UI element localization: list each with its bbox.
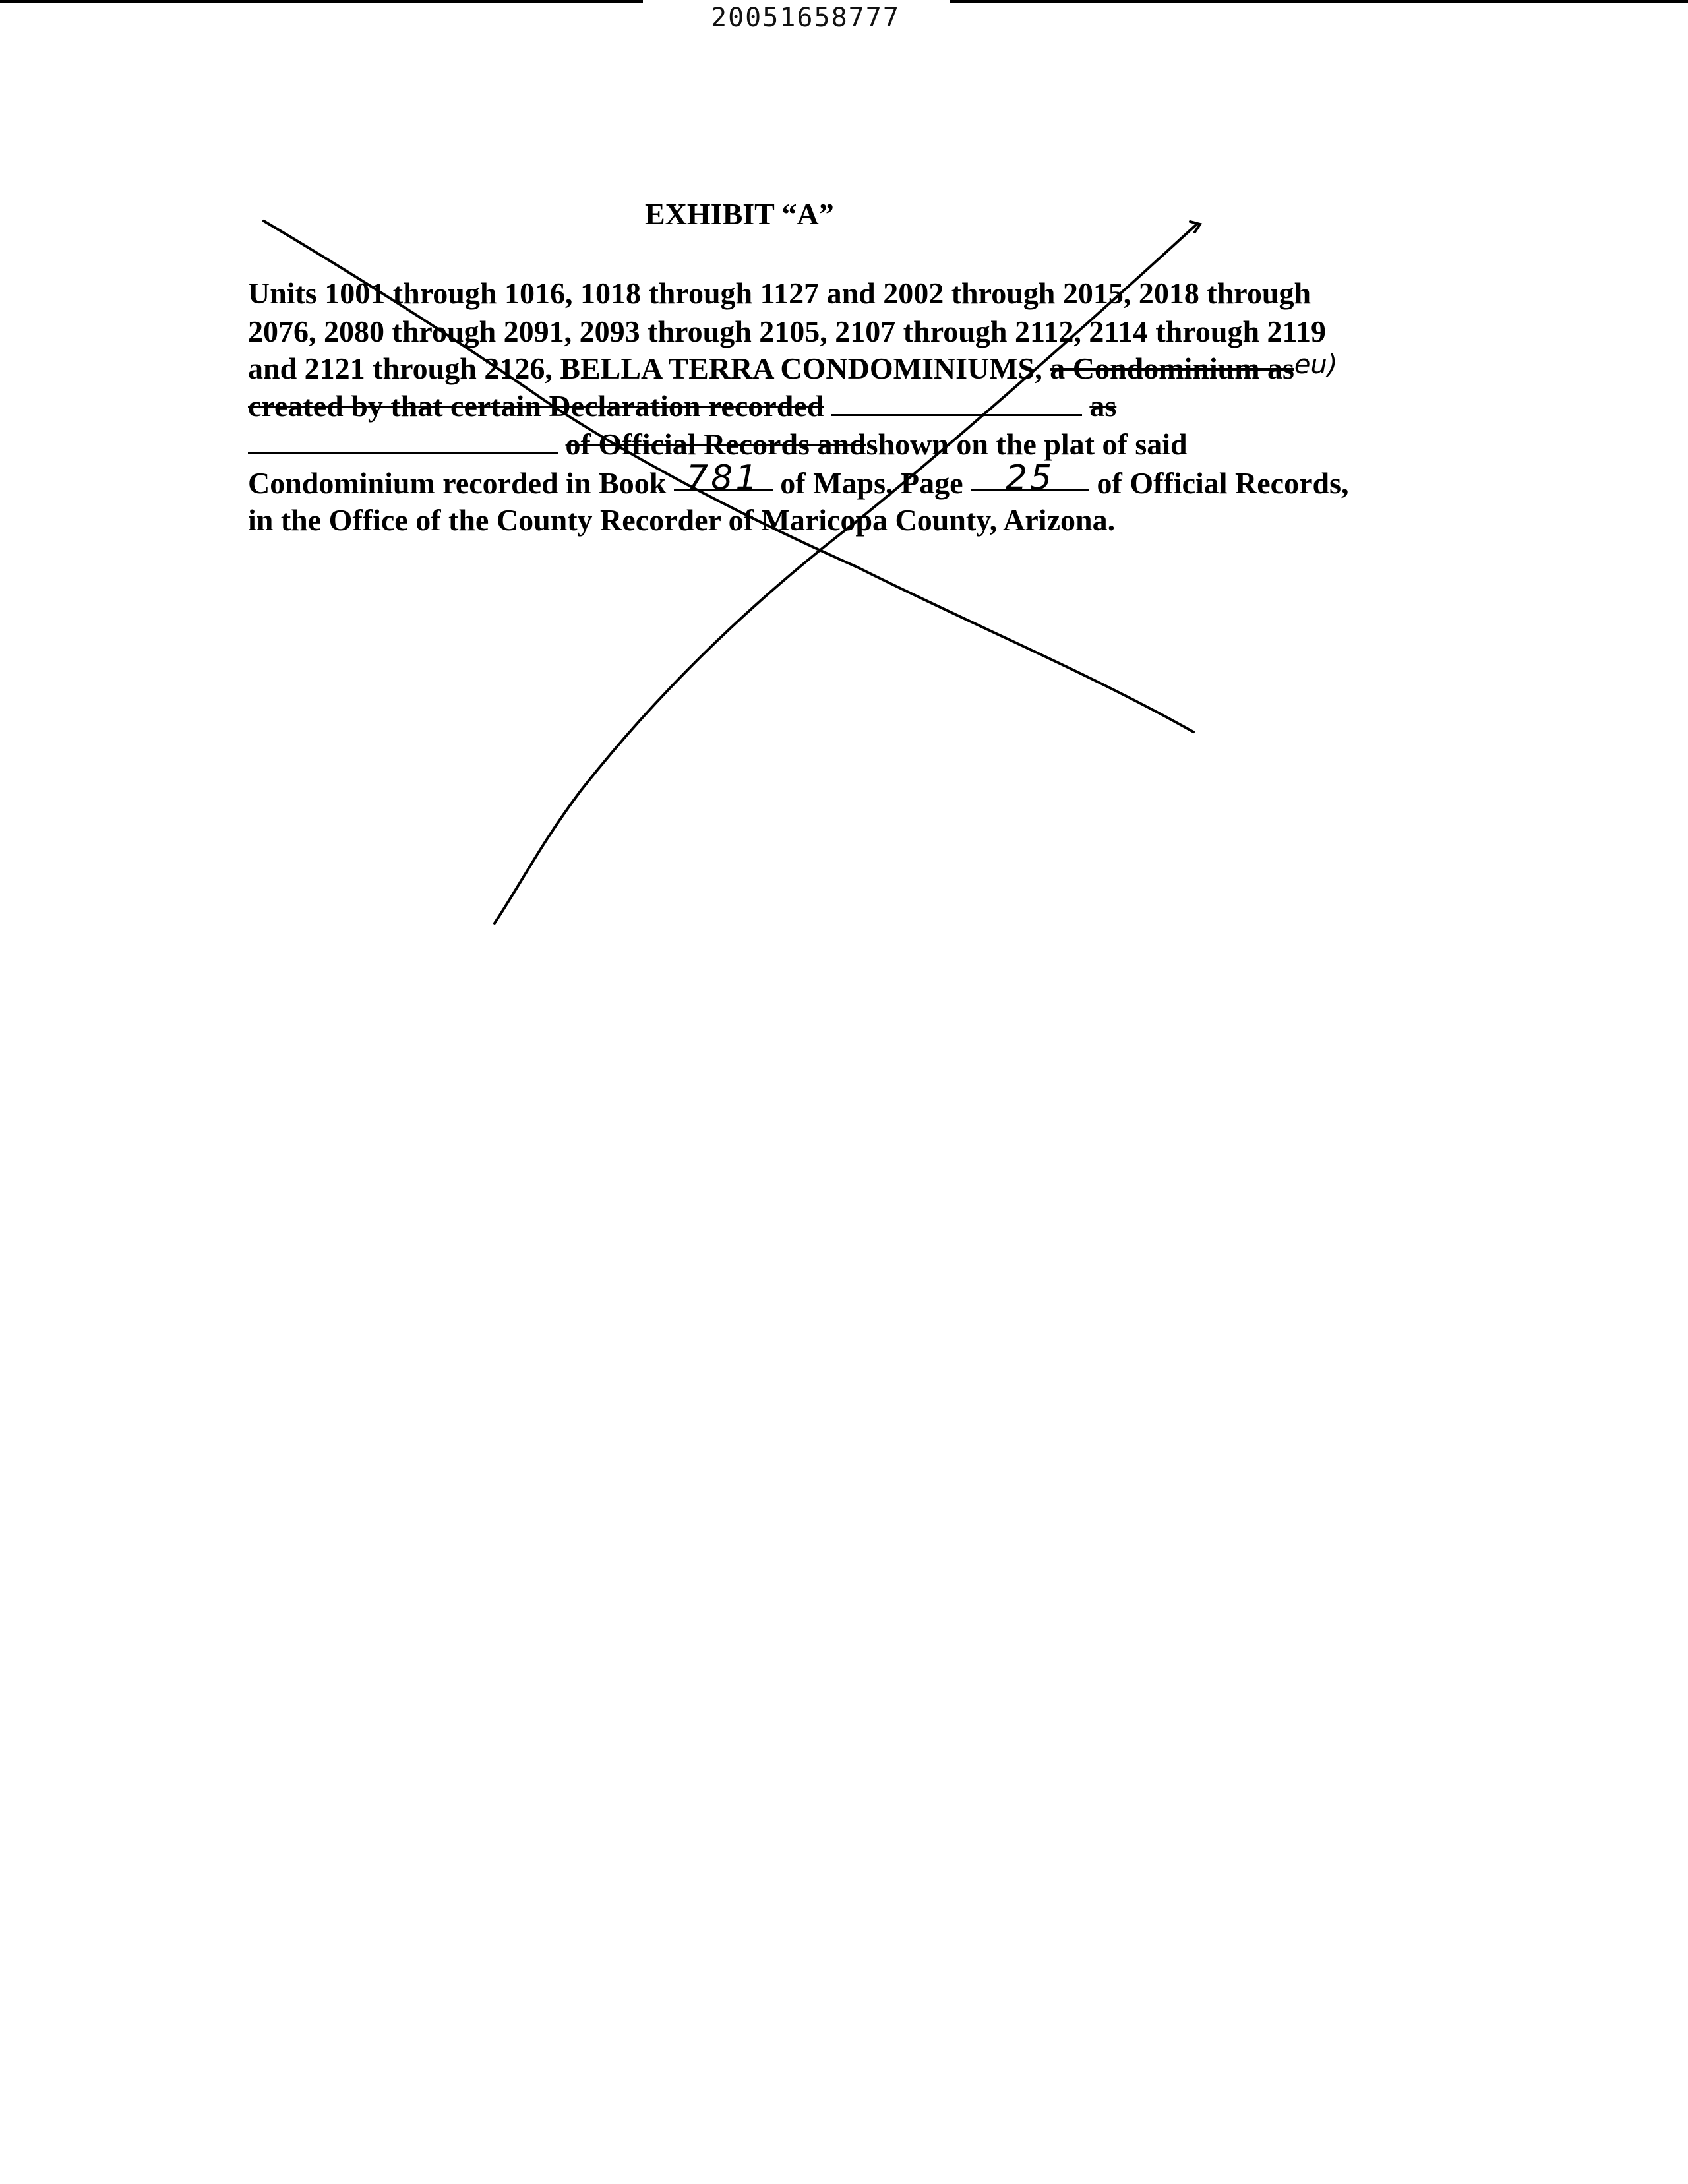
plat-text: shown on the plat of said bbox=[866, 427, 1188, 461]
instrument-blank bbox=[248, 426, 558, 454]
struck-official-records-text: of Official Records and bbox=[565, 427, 866, 461]
book-number-field bbox=[674, 458, 773, 498]
description-line-3 bbox=[248, 349, 1338, 389]
book-prefix-text: Condominium recorded in Book bbox=[248, 466, 667, 500]
document-number: 20051658777 bbox=[711, 3, 900, 33]
handwritten-page-number: 25 bbox=[1005, 458, 1055, 498]
struck-condominium-text: a Condominium as bbox=[1050, 351, 1294, 385]
description-line-4 bbox=[248, 387, 1116, 425]
exhibit-title: EXHIBIT “A” bbox=[645, 197, 834, 231]
description-line-6 bbox=[248, 458, 1349, 502]
official-records-text: of Official Records, bbox=[1097, 466, 1349, 500]
maps-page-text: of Maps, Page bbox=[780, 466, 963, 500]
top-rule-right bbox=[950, 0, 1688, 3]
struck-as-text: as bbox=[1089, 389, 1117, 423]
description-line-7: in the Office of the County Recorder of Maricopa County, Arizona. bbox=[248, 503, 1116, 537]
condominium-name-text: and 2121 through 2126, BELLA TERRA CONDOMINIUMS, bbox=[248, 351, 1042, 385]
struck-declaration-text: created by that certain Declaration recorded bbox=[248, 389, 824, 423]
handwritten-book-number: 781 bbox=[686, 458, 760, 498]
page-number-field bbox=[971, 458, 1089, 498]
top-rule-left bbox=[0, 0, 643, 3]
description-line-1: Units 1001 through 1016, 1018 through 1127 and 2002 through 2015, 2018 through bbox=[248, 276, 1311, 310]
description-line-2: 2076, 2080 through 2091, 2093 through 2105, 2107 through 2112, 2114 through 2119 bbox=[248, 315, 1326, 348]
recorded-blank bbox=[831, 388, 1082, 416]
handwritten-initials: eu) bbox=[1294, 349, 1338, 380]
